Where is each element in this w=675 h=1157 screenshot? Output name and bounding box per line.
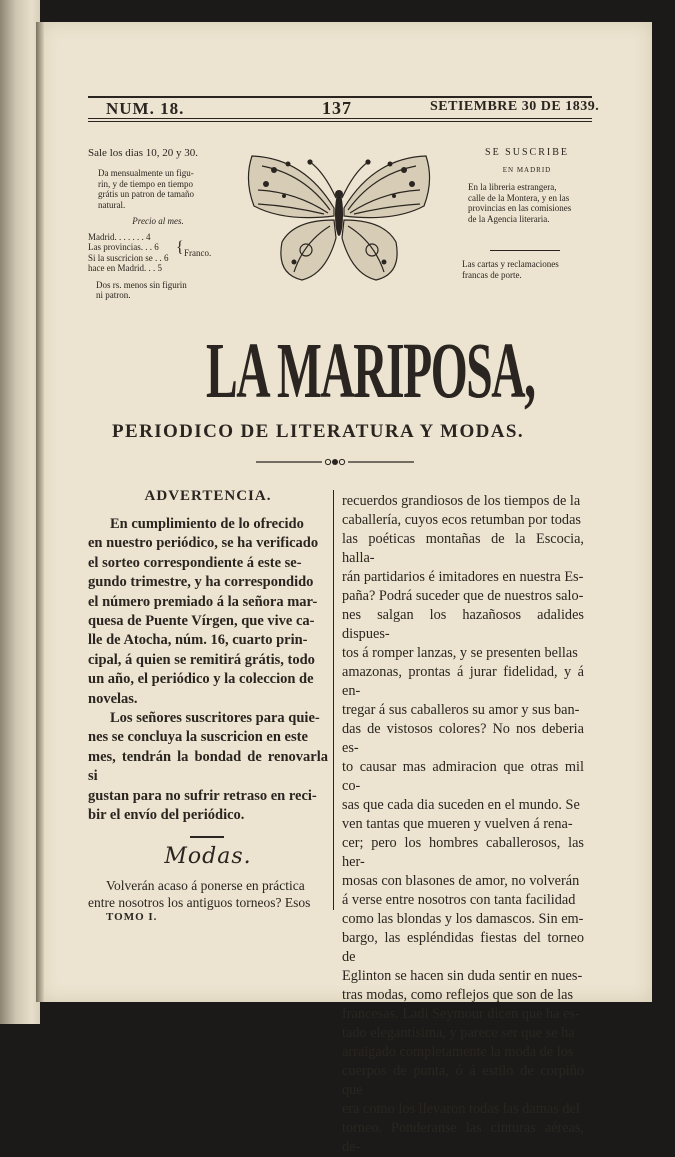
text-line: nes se concluya la suscricion en este [88, 729, 308, 746]
text-line: torneo. Ponderanse las cinturas aéreas, de- [342, 1120, 584, 1155]
text-line: sas que cada dia suceden en el mundo. Se [342, 797, 580, 813]
price-line: Madrid. . . . . . . 4 [88, 231, 151, 242]
text-line: novelas. [88, 690, 138, 707]
text-line: mes, tendrán la bondad de renovarla si [88, 748, 328, 785]
text-line: cer; pero los hombres caballerosos, las her- [342, 835, 584, 870]
price-line: Si la suscricion se . . 6 [88, 252, 169, 263]
text-line: recuerdos grandiosos de los tiempos de la [342, 493, 581, 509]
text-line: el número premiado á la señora mar- [88, 593, 318, 610]
subscribe-city: EN MADRID [502, 166, 552, 174]
issue-number: NUM. 18. [106, 99, 185, 118]
price-line: hace en Madrid. . . 5 [88, 263, 162, 273]
text-line: paña? Podrá suceder que de nuestros salo- [342, 588, 584, 604]
advertencia-text [88, 515, 328, 826]
previous-page-edge [0, 0, 40, 1024]
desc-line: grátis un patron de tamaño [98, 189, 194, 199]
text-line: cuerpos de punta, ó á estilo de corpiño que [342, 1063, 584, 1098]
text-line: nes salgan los hazañosos adalides dispues- [342, 607, 584, 642]
text-line: to causar mas admiracion que otras mil co- [342, 759, 584, 794]
text-line: lle de Atocha, núm. 16, cuarto prin- [88, 632, 308, 649]
publication-days: Sale los dias 10, 20 y 30. [88, 147, 198, 159]
footer-line: Dos rs. menos sin figurin [96, 279, 187, 290]
advertencia-heading: ADVERTENCIA. [144, 488, 272, 504]
page-number: 137 [322, 98, 352, 118]
page-gutter [36, 22, 44, 1002]
text-line: tos á romper lanzas, y se presenten bellas [342, 645, 578, 661]
brace: { [176, 238, 184, 256]
text-line: Volverán acaso á ponerse en práctica [106, 877, 305, 893]
issue-date: SETIEMBRE 30 DE 1839. [430, 99, 600, 114]
left-column [88, 488, 328, 923]
text-line: caballería, cuyos ecos retumban por todas [342, 512, 581, 528]
franco-label: Franco. [184, 247, 212, 258]
footer-line: ni patron. [96, 290, 131, 300]
desc-line: natural. [98, 199, 126, 210]
letters-line: Las cartas y reclamaciones [462, 259, 559, 269]
right-column [342, 492, 584, 1157]
section-divider [190, 836, 224, 838]
masthead-bottom-rule-2 [88, 121, 592, 122]
subscribe-line: En la libreria estrangera, [468, 182, 557, 192]
newspaper-subtitle: PERIODICO DE LITERATURA Y MODAS. [112, 421, 524, 442]
text-line: entre nosotros los antiguos torneos? Esos [88, 894, 311, 910]
text-line: quesa de Puente Vírgen, que vive ca- [88, 613, 315, 630]
text-line: amazonas, prontas á jurar fidelidad, y á en- [342, 664, 584, 699]
price-line: Las provincias. . . 6 [88, 242, 159, 252]
text-line: un año, el periódico y la coleccion de [88, 671, 314, 688]
text-line: el sorteo correspondiente á este se- [88, 554, 302, 571]
text-line: tras modas, como reflejos que son de las [342, 987, 574, 1003]
info-divider [490, 250, 560, 251]
subscribe-line: calle de la Montera, y en las [468, 192, 570, 203]
subscribe-heading: SE SUSCRIBE [485, 147, 569, 158]
price-heading: Precio al mes. [132, 216, 184, 226]
text-line: en nuestro periódico, se ha verificado [88, 535, 319, 552]
text-line: tado elegantísima, y parece ser que se ha [342, 1025, 575, 1041]
newspaper-title: LA MARIPOSA, [206, 327, 535, 415]
tomo-label: TOMO I. [106, 910, 158, 923]
text-line: bargo, las espléndidas fiestas del torneo de [342, 930, 584, 965]
text-line: francesas. Ladi Seymour dicen que ha es- [342, 1006, 580, 1022]
column-divider [333, 490, 334, 910]
subscribe-lines [462, 182, 592, 224]
text-line: bir el envío del periódico. [88, 807, 245, 824]
price-list [88, 232, 228, 274]
text-line: rán partidarios é imitadores en nuestra Es- [342, 569, 584, 585]
text-line: Eglinton se hacen sin duda sentir en nues- [342, 968, 583, 984]
ornament-divider [256, 456, 414, 468]
text-line: mosas con blasones de amor, no volverán [342, 873, 580, 889]
text-line: tregar á sus caballeros su amor y sus ban- [342, 702, 580, 718]
subscribe-line: de la Agencia literaria. [468, 213, 550, 224]
text-line: arraigado completamente la moda de los [342, 1044, 574, 1060]
modas-heading: Modas. [164, 843, 252, 869]
desc-line: rin, y de tiempo en tiempo [98, 178, 193, 189]
text-line: las poéticas montañas de la Escocia, halla- [342, 531, 584, 566]
text-line: era como los llevaron todas las damas del [342, 1101, 580, 1117]
modas-text [88, 877, 328, 911]
butterfly-illustration [244, 150, 434, 286]
letters-line: francas de porte. [462, 269, 522, 280]
text-line: á verse entre nosotros con tanta facilidad [342, 892, 576, 908]
text-line: gustan para no sufrir retraso en reci- [88, 787, 317, 804]
footer-note [88, 280, 228, 301]
text-line: como las blondas y los damascos. Sin em- [342, 911, 584, 927]
text-line: cipal, á quien se remitirá grátis, todo [88, 651, 315, 668]
desc-line: Da mensualmente un figu- [98, 168, 194, 178]
letters-note [462, 259, 592, 280]
subscription-info-right [462, 147, 592, 280]
text-line: En cumplimiento de lo ofrecido [110, 516, 304, 532]
subscription-info-left [88, 147, 228, 301]
subscribe-line: provincias en las comisiones [468, 203, 572, 213]
text-line: gundo trimestre, y ha correspondido [88, 574, 314, 591]
text-line: Los señores suscritores para quie- [110, 710, 320, 727]
description-block [88, 168, 228, 210]
text-line: das de vistosos colores? No nos deberia es- [342, 721, 584, 756]
text-line: ven tantas que mueren y vuelven á rena- [342, 816, 573, 832]
